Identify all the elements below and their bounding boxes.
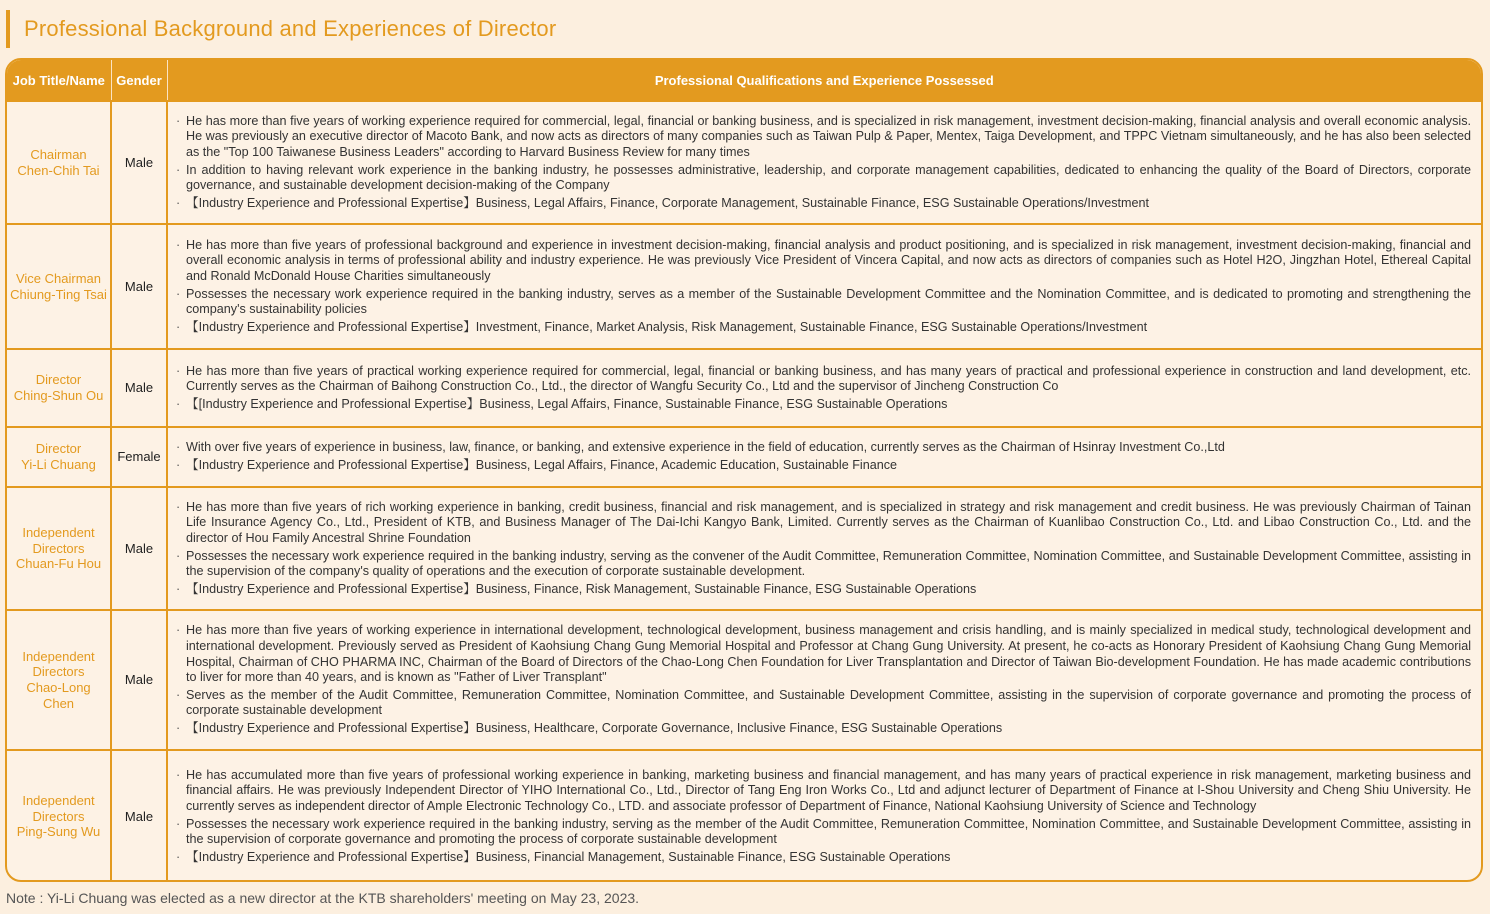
qualification-item: · 【Industry Experience and Professional Expertise】Business, Finance, Risk Management, Sustainable Finance, ESG Sustainable Operations	[176, 582, 1471, 598]
director-gender: Male	[111, 487, 167, 610]
header-job-title-name: Job Title/Name	[7, 60, 111, 101]
qualification-item: · With over five years of experience in business, law, finance, or banking, and extensive experience in the field of education, currently serves as the Chairman of Hsinray Investment Co.,Ltd	[176, 440, 1471, 456]
table-row	[7, 349, 1481, 427]
table-row	[7, 610, 1481, 750]
directors-table	[7, 60, 1481, 882]
director-name-cell	[7, 610, 111, 750]
qualifications-list	[176, 238, 1471, 336]
qualification-item: · 【[Industry Experience and Professional Expertise】Business, Legal Affairs, Finance, Sustainable Finance, ESG Sustainable Operations	[176, 397, 1471, 413]
header-qualifications: Professional Qualifications and Experience Possessed	[167, 60, 1481, 101]
qualifications-list	[176, 623, 1471, 736]
qualification-item: · Possesses the necessary work experience required in the banking industry, serving as the convener of the Audit Committee, Remuneration Committee, Nomination Committee, and Sustainable Development Committee, assisting in the supervision of the company's quality of operations and the execution of corporate sustainable development.	[176, 549, 1471, 580]
table-row	[7, 101, 1481, 224]
director-qualifications-cell	[167, 750, 1481, 882]
qualifications-list	[176, 364, 1471, 413]
director-job-title: Chairman	[30, 146, 87, 162]
directors-table-container	[5, 58, 1483, 882]
qualification-item: · Possesses the necessary work experience required in the banking industry, serving as the member of the Audit Committee, Remuneration Committee, Nomination Committee, and Sustainable Development Committee, assisting in the supervision of corporate governance and promoting the process of corporate sustainable development	[176, 817, 1471, 848]
director-qualifications-cell	[167, 224, 1481, 349]
director-name: Chiung-Ting Tsai	[10, 286, 107, 302]
director-gender: Male	[111, 349, 167, 427]
qualification-item: · 【Industry Experience and Professional Expertise】Business, Legal Affairs, Finance, Corporate Management, Sustainable Finance, ESG Sustainable Operations/Investment	[176, 196, 1471, 212]
director-qualifications-cell	[167, 427, 1481, 487]
qualification-item: · He has more than five years of rich working experience in banking, credit business, financial and risk management, and is specialized in strategy and risk management and credit business. He was previously Chairman of Tainan Life Insurance Agency Co., Ltd., President of KTB, and Business Manager of The Dai-Ichi Kangyo Bank, Limited. Currently serves as the Chairman of Kuanlibao Construction Co., Ltd. and Libao Construction Co., Ltd. and the director of Hou Family Ancestral Shrine Foundation	[176, 500, 1471, 547]
qualification-item: · 【Industry Experience and Professional Expertise】Business, Financial Management, Sustainable Finance, ESG Sustainable Operations	[176, 850, 1471, 866]
table-row	[7, 427, 1481, 487]
director-qualifications-cell	[167, 101, 1481, 224]
director-name: Chuan-Fu Hou	[15, 556, 102, 572]
director-qualifications-cell	[167, 487, 1481, 610]
qualification-item: · He has more than five years of working experience in international development, technological development, business management and crisis handling, and is mainly specialized in medical study, technological development and international development. Previously served as President of Kaohsiung Chang Gung Memorial Hospital and Professor at Chang Gung University. At present, he co-acts as Honorary President of Kaohsiung Chang Gung Memorial Hospital, Chairman of CHO PHARMA INC, Chairman of the Board of Directors of the Chao-Long Chen Foundation for Liver Transplantation and Director of Taiwan Bio-development Foundation. He has made academic contributions to liver for more than 40 years, and is known as "Father of Liver Transplant"	[176, 623, 1471, 685]
table-row	[7, 224, 1481, 349]
director-qualifications-cell	[167, 349, 1481, 427]
qualification-item: · 【Industry Experience and Professional Expertise】Investment, Finance, Market Analysis, Risk Management, Sustainable Finance, ESG Sustainable Operations/Investment	[176, 320, 1471, 336]
director-name-cell	[7, 487, 111, 610]
header-gender: Gender	[111, 60, 167, 101]
qualification-item: · He has more than five years of working experience required for commercial, legal, financial or banking business, and is specialized in risk management, investment decision-making, financial analysis and overall economic analysis. He was previously an executive director of Macoto Bank, and now acts as directors of many companies such as Taiwan Pulp & Paper, Mentex, Taiga Development, and TPPC Vietnam simultaneously, and he has also been selected as the "Top 100 Taiwanese Business Leaders" according to Harvard Business Review for many times	[176, 114, 1471, 161]
director-name: Chao-Long Chen	[26, 680, 91, 711]
qualifications-list	[176, 114, 1471, 212]
qualification-item: · He has more than five years of practical working experience required for commercial, legal, financial or banking business, and has many years of practical and professional experience in construction and land development, etc. Currently serves as the Chairman of Baihong Construction Co., Ltd., the director of Wangfu Security Co., Ltd and the supervisor of Jincheng Construction Co	[176, 364, 1471, 395]
page-title: Professional Background and Experiences of Director	[24, 16, 557, 41]
director-gender: Male	[111, 101, 167, 224]
director-name-cell	[7, 750, 111, 882]
director-gender: Male	[111, 610, 167, 750]
table-row	[7, 487, 1481, 610]
table-header-row	[7, 60, 1481, 101]
director-job-title: Independent Directors	[22, 525, 95, 556]
director-gender: Male	[111, 224, 167, 349]
director-job-title: Director	[35, 441, 82, 457]
qualifications-list	[176, 768, 1471, 866]
director-name-cell	[7, 101, 111, 224]
table-row	[7, 750, 1481, 882]
director-name: Ching-Shun Ou	[13, 388, 104, 403]
director-name-cell	[7, 427, 111, 487]
director-job-title: Vice Chairman	[15, 270, 102, 286]
director-job-title: Independent Directors	[22, 648, 95, 680]
qualifications-list	[176, 500, 1471, 598]
director-name-cell	[7, 224, 111, 349]
director-job-title: Director	[35, 372, 82, 388]
qualification-item: · He has more than five years of professional background and experience in investment decision-making, financial analysis and product positioning, and is specialized in risk management, investment decision-making, financial and overall economic analysis in terms of professional ability and industry experience. He was previously Vice President of Vincera Capital, and now acts as directors of companies such as Hotel H2O, Jingzhan Hotel, Ethereal Capital and Ronald McDonald House Charities simultaneously	[176, 238, 1471, 285]
director-gender: Female	[111, 427, 167, 487]
director-job-title: Independent Directors	[22, 793, 95, 824]
footnote: Note : Yi-Li Chuang was elected as a new director at the KTB shareholders' meeting on May 23, 2023.	[6, 890, 640, 906]
qualification-item: · 【Industry Experience and Professional Expertise】Business, Healthcare, Corporate Governance, Inclusive Finance, ESG Sustainable Operations	[176, 721, 1471, 737]
qualifications-list	[176, 440, 1471, 473]
qualification-item: · In addition to having relevant work experience in the banking industry, he possesses administrative, leadership, and corporate management capabilities, dedicated to enhancing the quality of the Board of Directors, corporate governance, and sustainable development decision-making of the Company	[176, 163, 1471, 194]
qualification-item: · Possesses the necessary work experience required in the banking industry, serves as a member of the Sustainable Development Committee and the Nomination Committee, and is dedicated to promoting and strengthening the company's sustainability policies	[176, 287, 1471, 318]
section-title-bar	[6, 10, 556, 48]
director-name: Yi-Li Chuang	[21, 457, 96, 472]
director-name: Ping-Sung Wu	[16, 824, 101, 840]
director-gender: Male	[111, 750, 167, 882]
director-qualifications-cell	[167, 610, 1481, 750]
table-body	[7, 101, 1481, 882]
director-name: Chen-Chih Tai	[17, 162, 100, 178]
qualification-item: · 【Industry Experience and Professional Expertise】Business, Legal Affairs, Finance, Academic Education, Sustainable Finance	[176, 458, 1471, 474]
qualification-item: · Serves as the member of the Audit Committee, Remuneration Committee, Nomination Committee, and Sustainable Development Committee, assisting in the supervision of corporate governance and promoting the process of corporate sustainable development	[176, 688, 1471, 719]
qualification-item: · He has accumulated more than five years of professional working experience in banking, marketing business and financial management, and has many years of practical experience in risk management, marketing business and financial affairs. He was previously Independent Director of YIHO International Co., Ltd., Director of Tang Eng Iron Works Co., Ltd and adjunct lecturer of Department of Finance at I-Shou University and Cheng Shiu University. He currently serves as independent director of Ample Electronic Technology Co., LTD. and associate professor of Department of Finance, National Kaohsiung University of Science and Technology	[176, 768, 1471, 815]
director-name-cell	[7, 349, 111, 427]
